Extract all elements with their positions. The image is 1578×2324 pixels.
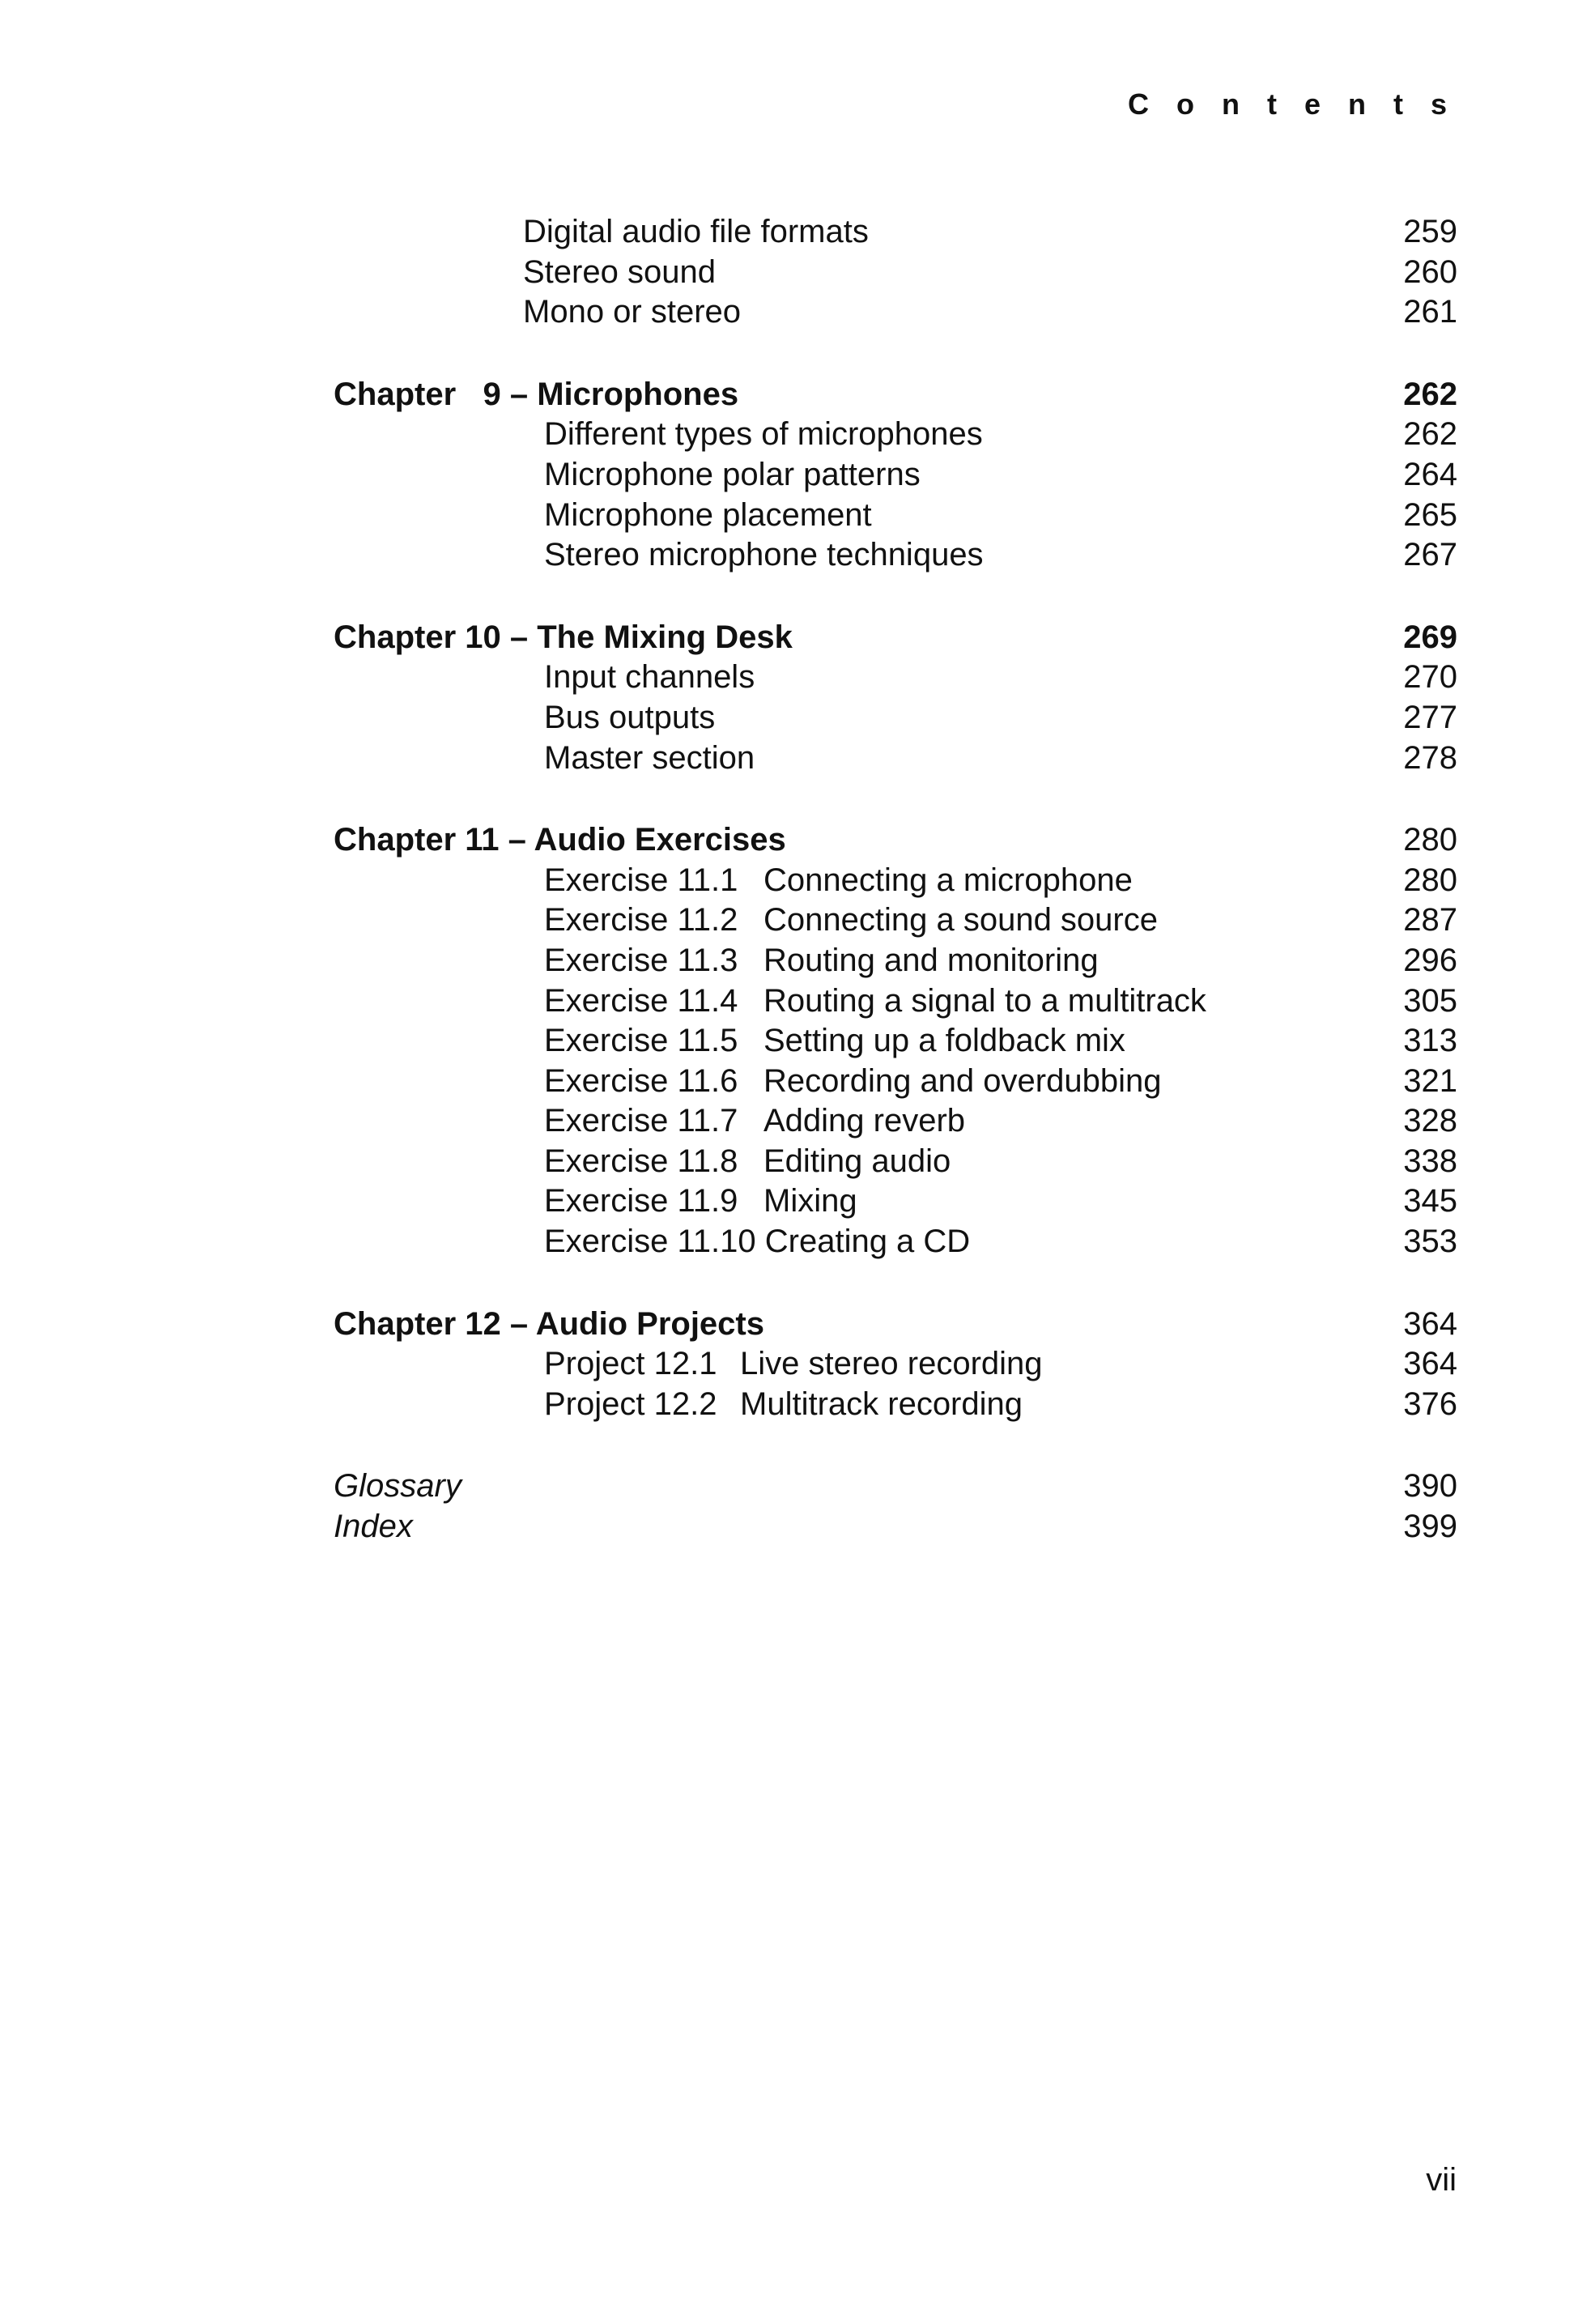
toc-entry-index: [334, 1507, 1457, 1547]
chapter-heading: [334, 1305, 1457, 1345]
chapter-title: Chapter 11 – Audio Exercises: [334, 822, 786, 858]
exercise-number: Exercise 11.4: [544, 982, 738, 1019]
exercise-number: Exercise 11.1: [544, 862, 738, 898]
chapter-title: Chapter 9 – Microphones: [334, 376, 739, 412]
exercise-number: Exercise 11.5: [544, 1023, 738, 1059]
toc-entry-page: 399: [1403, 1509, 1457, 1545]
exercise-number: Exercise 11.2: [544, 902, 738, 939]
table-of-contents: [334, 212, 1457, 1547]
chapter-title: Chapter 12 – Audio Projects: [334, 1305, 764, 1342]
toc-entry-title: Glossary: [334, 1468, 461, 1505]
toc-entry-title: Input channels: [544, 659, 755, 696]
page-number: vii: [1426, 2162, 1457, 2198]
toc-entry-page: 313: [1403, 1023, 1457, 1059]
toc-entry-title: Index: [334, 1509, 413, 1545]
toc-entry-title: Master section: [544, 739, 755, 776]
toc-entry-page: 338: [1403, 1143, 1457, 1179]
toc-entry-page: 287: [1403, 902, 1457, 939]
toc-entry-title: Mixing: [763, 1183, 857, 1219]
toc-entry-glossary: [334, 1466, 1457, 1507]
toc-entry: [334, 1101, 1457, 1142]
chapter-heading: [334, 375, 1457, 415]
toc-entry: [334, 253, 1457, 293]
toc-entry-page: 390: [1403, 1468, 1457, 1505]
chapter-page: 269: [1403, 619, 1457, 655]
toc-entry-page: 353: [1403, 1224, 1457, 1260]
toc-entry-title: Bus outputs: [544, 699, 716, 735]
chapter-page: 262: [1403, 376, 1457, 412]
toc-entry-page: 328: [1403, 1103, 1457, 1139]
toc-entry-title: Stereo microphone techniques: [544, 537, 984, 573]
toc-entry: [334, 981, 1457, 1022]
toc-entry: [334, 900, 1457, 941]
toc-entry-title: Different types of microphones: [544, 416, 983, 453]
toc-entry: [334, 535, 1457, 576]
toc-entry: [334, 941, 1457, 981]
toc-entry: [334, 1222, 1457, 1262]
chapter-heading: [334, 618, 1457, 658]
toc-entry-page: 305: [1403, 982, 1457, 1019]
toc-entry: [334, 496, 1457, 536]
toc-entry: [334, 1181, 1457, 1222]
toc-entry-page: 259: [1403, 214, 1457, 249]
toc-entry-title: Multitrack recording: [740, 1385, 1023, 1422]
chapter-title: Chapter 10 – The Mixing Desk: [334, 619, 793, 655]
toc-entry: [334, 658, 1457, 698]
toc-entry-title: Stereo sound: [523, 253, 716, 290]
toc-entry-title: Routing a signal to a multitrack: [763, 982, 1206, 1019]
toc-entry: [334, 455, 1457, 496]
exercise-number: Exercise 11.7: [544, 1103, 738, 1139]
toc-entry: [334, 292, 1457, 333]
toc-entry-title: Setting up a foldback mix: [763, 1023, 1125, 1059]
chapter-page: 364: [1403, 1305, 1457, 1342]
exercise-number: Exercise 11.9: [544, 1183, 738, 1219]
toc-entry: [334, 698, 1457, 738]
toc-entry: [334, 1142, 1457, 1182]
toc-entry-page: 270: [1403, 659, 1457, 696]
toc-entry-title: Creating a CD: [764, 1224, 971, 1260]
toc-entry: [334, 738, 1457, 779]
toc-entry-page: 277: [1403, 699, 1457, 735]
toc-entry-title: Digital audio file formats: [523, 214, 869, 249]
toc-entry: [334, 1385, 1457, 1425]
toc-entry-title: Microphone placement: [544, 496, 872, 533]
toc-entry-title: Live stereo recording: [740, 1346, 1043, 1382]
exercise-number: Exercise 11.8: [544, 1143, 738, 1179]
toc-entry-page: 267: [1403, 537, 1457, 573]
exercise-number: Exercise 11.10: [544, 1224, 756, 1260]
toc-entry-page: 321: [1403, 1062, 1457, 1099]
toc-entry-page: 280: [1403, 862, 1457, 898]
toc-entry: [334, 861, 1457, 901]
toc-entry-page: 264: [1403, 456, 1457, 492]
toc-entry: [334, 212, 1457, 253]
toc-entry-page: 260: [1403, 253, 1457, 290]
project-number: Project 12.1: [544, 1346, 717, 1382]
exercise-number: Exercise 11.3: [544, 942, 738, 978]
toc-entry-title: Recording and overdubbing: [763, 1062, 1162, 1099]
toc-entry: [334, 1021, 1457, 1062]
toc-entry-title: Microphone polar patterns: [544, 456, 921, 492]
exercise-number: Exercise 11.6: [544, 1062, 738, 1099]
toc-entry-page: 364: [1403, 1346, 1457, 1382]
toc-entry-title: Mono or stereo: [523, 294, 742, 330]
chapter-heading: [334, 820, 1457, 861]
toc-entry: [334, 415, 1457, 455]
toc-entry-title: Editing audio: [763, 1143, 951, 1179]
toc-entry-page: 262: [1403, 416, 1457, 453]
toc-entry-page: 278: [1403, 739, 1457, 776]
toc-entry-title: Connecting a sound source: [763, 902, 1158, 939]
toc-entry-page: 345: [1403, 1183, 1457, 1219]
toc-entry-title: Adding reverb: [763, 1103, 966, 1139]
toc-entry-page: 376: [1403, 1385, 1457, 1422]
running-head: C o n t e n t s: [1127, 87, 1457, 121]
toc-entry: [334, 1062, 1457, 1102]
toc-entry-title: Connecting a microphone: [763, 862, 1133, 898]
toc-entry-page: 261: [1403, 294, 1457, 330]
chapter-page: 280: [1403, 822, 1457, 858]
toc-entry-title: Routing and monitoring: [763, 942, 1099, 978]
toc-entry-page: 265: [1403, 496, 1457, 533]
toc-entry-page: 296: [1403, 942, 1457, 978]
toc-entry: [334, 1344, 1457, 1385]
project-number: Project 12.2: [544, 1385, 717, 1422]
